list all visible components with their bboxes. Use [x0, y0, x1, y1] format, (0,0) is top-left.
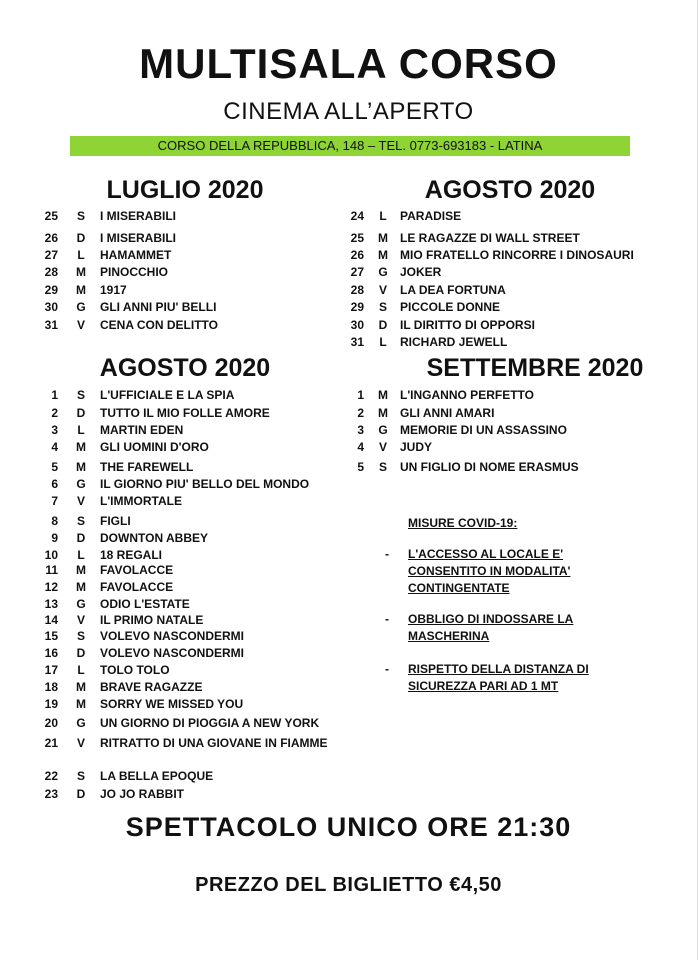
- film-title: UN FIGLIO DI NOME ERASMUS: [400, 460, 579, 474]
- weekday-letter: S: [378, 460, 387, 474]
- day-number: 24: [350, 209, 364, 223]
- weekday-letter: M: [378, 388, 388, 402]
- film-title: CENA CON DELITTO: [100, 318, 219, 332]
- weekday-letter: L: [77, 248, 85, 262]
- weekday-letter: L: [77, 663, 85, 677]
- weekday-letter: D: [76, 646, 86, 660]
- film-title: FAVOLACCE: [100, 580, 174, 594]
- weekday-letter: M: [76, 563, 86, 577]
- weekday-letter: M: [76, 283, 86, 297]
- weekday-letter: M: [378, 406, 388, 420]
- film-title: GLI ANNI PIU' BELLI: [100, 300, 217, 314]
- weekday-letter: G: [378, 265, 388, 279]
- covid-title: MISURE COVID-19:: [408, 516, 518, 530]
- film-title: IL PRIMO NATALE: [100, 613, 204, 627]
- weekday-letter: D: [76, 787, 86, 801]
- day-number: 17: [44, 663, 58, 677]
- weekday-letter: L: [379, 209, 387, 223]
- covid-text: OBBLIGO DI INDOSSARE LA MASCHERINA: [408, 612, 574, 643]
- weekday-letter: D: [378, 318, 388, 332]
- day-number: 3: [357, 423, 364, 437]
- day-number: 14: [44, 613, 58, 627]
- schedule-row: [344, 335, 664, 365]
- day-number: 4: [357, 440, 364, 454]
- day-number: 2: [357, 406, 364, 420]
- film-title: BRAVE RAGAZZE: [100, 680, 203, 694]
- day-number: 25: [44, 209, 58, 223]
- weekday-letter: M: [76, 580, 86, 594]
- film-title: LA BELLA EPOQUE: [100, 769, 214, 783]
- show-time: SPETTACOLO UNICO ORE 21:30: [125, 812, 572, 842]
- film-title: IL GIORNO PIU' BELLO DEL MONDO: [100, 477, 310, 491]
- day-number: 30: [44, 300, 58, 314]
- weekday-letter: V: [378, 440, 387, 454]
- weekday-letter: S: [76, 769, 85, 783]
- film-title: JUDY: [400, 440, 433, 454]
- day-number: 27: [350, 265, 364, 279]
- weekday-letter: M: [378, 248, 388, 262]
- weekday-letter: M: [76, 460, 86, 474]
- film-title: TOLO TOLO: [100, 663, 170, 677]
- month-heading-agosto-right: AGOSTO 2020: [424, 176, 596, 204]
- day-number: 3: [51, 423, 58, 437]
- film-title: FIGLI: [100, 514, 131, 528]
- day-number: 5: [51, 460, 58, 474]
- weekday-letter: V: [76, 736, 85, 750]
- ticket-price: PREZZO DEL BIGLIETTO €4,50: [195, 874, 502, 896]
- film-title: RITRATTO DI UNA GIOVANE IN FIAMME: [100, 736, 328, 750]
- weekday-letter: G: [76, 477, 86, 491]
- weekday-letter: L: [379, 335, 387, 349]
- weekday-letter: L: [77, 548, 85, 562]
- weekday-letter: G: [76, 597, 86, 611]
- film-title: MIO FRATELLO RINCORRE I DINOSAURI: [400, 248, 634, 262]
- film-title: PARADISE: [400, 209, 462, 223]
- day-number: 1: [357, 388, 364, 402]
- film-title: IL DIRITTO DI OPPORSI: [400, 318, 535, 332]
- schedule-row: [38, 318, 358, 348]
- film-title: VOLEVO NASCONDERMI: [100, 629, 245, 643]
- weekday-letter: S: [378, 300, 387, 314]
- day-number: 4: [51, 440, 58, 454]
- page-title: MULTISALA CORSO: [139, 40, 558, 87]
- covid-dash: -: [385, 612, 389, 626]
- film-title: L'IMMORTALE: [100, 494, 182, 508]
- weekday-letter: S: [76, 388, 85, 402]
- film-title: THE FAREWELL: [100, 460, 194, 474]
- page-subtitle: CINEMA ALL’APERTO: [223, 98, 474, 125]
- day-number: 10: [44, 548, 58, 562]
- weekday-letter: V: [76, 494, 85, 508]
- weekday-letter: S: [76, 629, 85, 643]
- film-title: GLI ANNI AMARI: [400, 406, 495, 420]
- day-number: 28: [350, 283, 364, 297]
- weekday-letter: V: [76, 318, 85, 332]
- day-number: 8: [51, 514, 58, 528]
- covid-text: L'ACCESSO AL LOCALE E' CONSENTITO IN MODALITA' CONTINGENTATE: [408, 547, 571, 595]
- covid-dash: -: [385, 662, 389, 676]
- film-title: TUTTO IL MIO FOLLE AMORE: [100, 406, 270, 420]
- day-number: 2: [51, 406, 58, 420]
- day-number: 5: [357, 460, 364, 474]
- film-title: I MISERABILI: [100, 231, 177, 245]
- day-number: 26: [350, 248, 364, 262]
- schedule-row: [344, 460, 664, 490]
- month-heading-settembre: SETTEMBRE 2020: [426, 354, 644, 382]
- day-number: 15: [44, 629, 58, 643]
- month-heading-agosto-left: AGOSTO 2020: [99, 354, 271, 382]
- weekday-letter: M: [76, 697, 86, 711]
- film-title: HAMAMMET: [100, 248, 172, 262]
- film-title: 1917: [100, 283, 127, 297]
- month-heading-luglio: LUGLIO 2020: [106, 176, 264, 204]
- weekday-letter: D: [76, 406, 86, 420]
- film-title: LE RAGAZZE DI WALL STREET: [400, 231, 580, 245]
- film-title: PINOCCHIO: [100, 265, 169, 279]
- weekday-letter: G: [378, 423, 388, 437]
- day-number: 25: [350, 231, 364, 245]
- film-title: L'INGANNO PERFETTO: [400, 388, 534, 402]
- day-number: 19: [44, 697, 58, 711]
- day-number: 16: [44, 646, 58, 660]
- film-title: PICCOLE DONNE: [400, 300, 501, 314]
- day-number: 22: [44, 769, 58, 783]
- weekday-letter: D: [76, 531, 86, 545]
- film-title: MEMORIE DI UN ASSASSINO: [400, 423, 567, 437]
- film-title: LA DEA FORTUNA: [400, 283, 506, 297]
- day-number: 28: [44, 265, 58, 279]
- film-title: MARTIN EDEN: [100, 423, 184, 437]
- film-title: ODIO L'ESTATE: [100, 597, 190, 611]
- day-number: 1: [51, 388, 58, 402]
- film-title: DOWNTON ABBEY: [100, 531, 208, 545]
- film-title: I MISERABILI: [100, 209, 177, 223]
- day-number: 29: [350, 300, 364, 314]
- film-title: RICHARD JEWELL: [400, 335, 508, 349]
- covid-text: RISPETTO DELLA DISTANZA DI SICUREZZA PARI AD 1 MT: [408, 662, 589, 693]
- day-number: 9: [51, 531, 58, 545]
- weekday-letter: M: [76, 265, 86, 279]
- day-number: 12: [44, 580, 58, 594]
- covid-dash: -: [385, 547, 389, 561]
- day-number: 30: [350, 318, 364, 332]
- day-number: 18: [44, 680, 58, 694]
- film-title: JO JO RABBIT: [100, 787, 185, 801]
- day-number: 7: [51, 494, 58, 508]
- day-number: 27: [44, 248, 58, 262]
- day-number: 31: [44, 318, 58, 332]
- day-number: 26: [44, 231, 58, 245]
- film-title: VOLEVO NASCONDERMI: [100, 646, 245, 660]
- schedule-row: [38, 736, 358, 766]
- film-title: FAVOLACCE: [100, 563, 174, 577]
- film-title: L'UFFICIALE E LA SPIA: [100, 388, 235, 402]
- day-number: 29: [44, 283, 58, 297]
- weekday-letter: S: [76, 514, 85, 528]
- weekday-letter: L: [77, 423, 85, 437]
- film-title: 18 REGALI: [100, 548, 163, 562]
- day-number: 13: [44, 597, 58, 611]
- film-title: SORRY WE MISSED YOU: [100, 697, 244, 711]
- day-number: 11: [45, 563, 58, 577]
- weekday-letter: G: [76, 300, 86, 314]
- weekday-letter: G: [76, 716, 86, 730]
- weekday-letter: M: [378, 231, 388, 245]
- film-title: GLI UOMINI D'ORO: [100, 440, 209, 454]
- weekday-letter: S: [76, 209, 85, 223]
- weekday-letter: V: [76, 613, 85, 627]
- day-number: 21: [44, 736, 58, 750]
- day-number: 31: [350, 335, 364, 349]
- day-number: 20: [44, 716, 58, 730]
- film-title: JOKER: [400, 265, 442, 279]
- day-number: 6: [51, 477, 58, 491]
- weekday-letter: M: [76, 680, 86, 694]
- weekday-letter: D: [76, 231, 86, 245]
- day-number: 23: [44, 787, 58, 801]
- address-band: CORSO DELLA REPUBBLICA, 148 – TEL. 0773-693183 - LATINA: [70, 136, 630, 156]
- film-title: UN GIORNO DI PIOGGIA A NEW YORK: [100, 716, 320, 730]
- weekday-letter: V: [378, 283, 387, 297]
- weekday-letter: M: [76, 440, 86, 454]
